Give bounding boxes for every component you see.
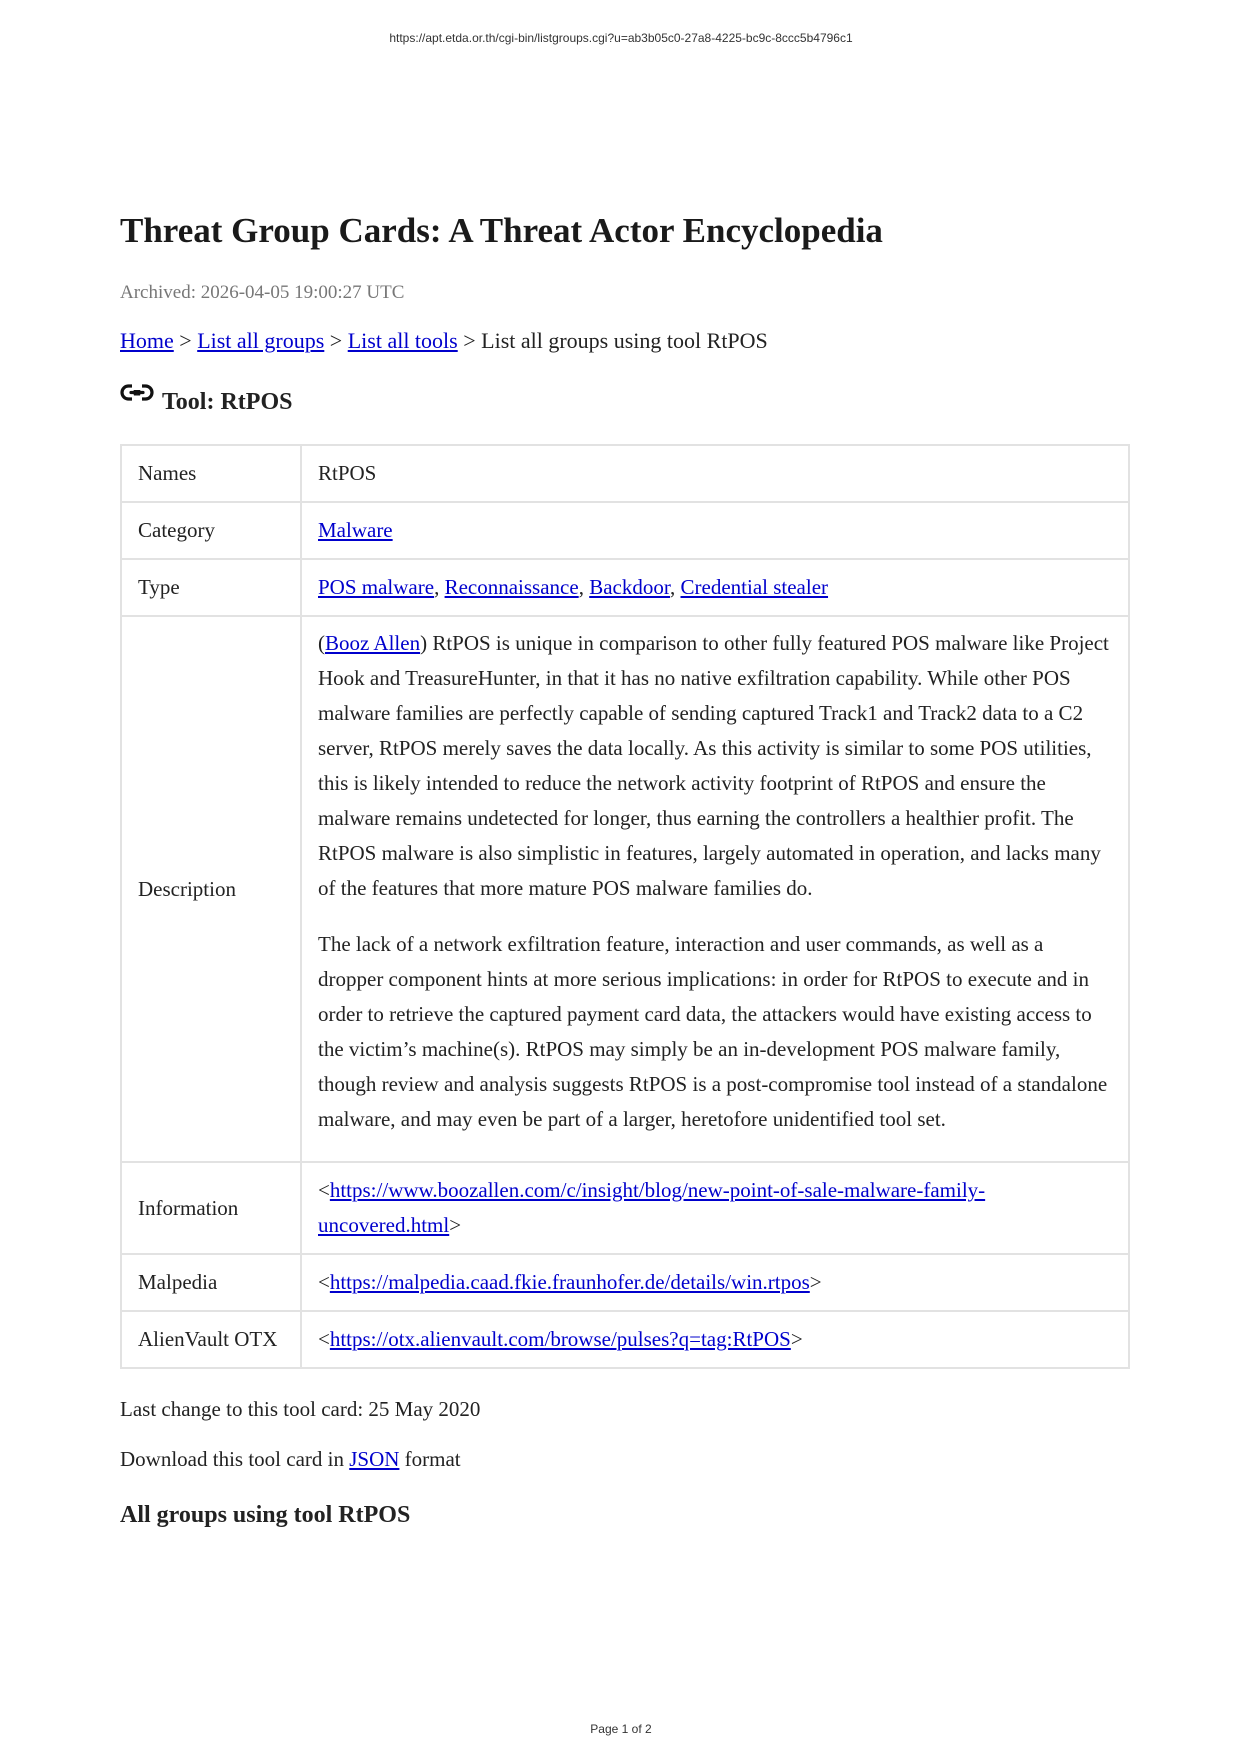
table-row xyxy=(121,1254,1129,1311)
angle-open: < xyxy=(318,1178,330,1202)
names-label: Names xyxy=(121,445,301,502)
archived-timestamp: Archived: 2026-04-05 19:00:27 UTC xyxy=(120,282,405,303)
alienvault-label: AlienVault OTX xyxy=(121,1311,301,1368)
table-row xyxy=(121,559,1129,616)
type-separator: , xyxy=(578,575,584,599)
table-row xyxy=(121,502,1129,559)
breadcrumb-home-link[interactable]: Home xyxy=(120,328,174,353)
malpedia-value xyxy=(301,1254,1129,1311)
json-download-link[interactable]: JSON xyxy=(349,1447,400,1471)
groups-heading: All groups using tool RtPOS xyxy=(120,1502,411,1528)
page-number: Page 1 of 2 xyxy=(590,1722,652,1736)
type-separator: , xyxy=(670,575,676,599)
angle-close: > xyxy=(790,1327,803,1351)
print-url-header: https://apt.etda.or.th/cgi-bin/listgroups.cgi?u=ab3b05c0-27a8-4225-bc9c-8ccc5b4796c1 xyxy=(389,31,853,45)
source-link-booz-allen[interactable]: Booz Allen xyxy=(325,631,421,655)
breadcrumb-separator: > xyxy=(329,328,343,353)
table-row xyxy=(121,445,1129,502)
category-value xyxy=(301,502,1129,559)
breadcrumb-current: List all groups using tool RtPOS xyxy=(481,328,768,353)
angle-close: > xyxy=(449,1213,462,1237)
description-paragraph xyxy=(318,626,1112,906)
download-line xyxy=(120,1447,1130,1472)
main-content xyxy=(120,210,1130,1529)
description-label: Description xyxy=(121,616,301,1162)
type-value xyxy=(301,559,1129,616)
category-label: Category xyxy=(121,502,301,559)
table-row xyxy=(121,616,1129,1162)
last-change-text: Last change to this tool card: 25 May 2020 xyxy=(120,1397,481,1421)
description-value xyxy=(301,616,1129,1162)
description-paragraph: The lack of a network exfiltration feature, interaction and user commands, as well as a dropper component hints at more serious implications: in order for RtPOS to execute and in order to retrieve the captured payment card data, the attackers would have existing access to the victim’s machine(s). RtPOS may simply be an in-development POS malware family, though review and analysis suggests RtPOS is a post-compromise tool instead of a standalone malware, and may even be part of a larger, heretofore unidentified tool set. xyxy=(318,932,1108,1131)
tool-card-table xyxy=(120,444,1130,1369)
category-link[interactable]: Malware xyxy=(318,518,393,542)
names-value: RtPOS xyxy=(301,445,1129,502)
angle-open: < xyxy=(318,1270,330,1294)
malpedia-link[interactable]: https://malpedia.caad.fkie.fraunhofer.de/details/win.rtpos xyxy=(329,1270,810,1294)
breadcrumb-groups-link[interactable]: List all groups xyxy=(197,328,325,353)
paren: ( xyxy=(318,631,325,655)
alienvault-value xyxy=(301,1311,1129,1368)
breadcrumb-tools-link[interactable]: List all tools xyxy=(347,328,458,353)
page-title: Threat Group Cards: A Threat Actor Encyclopedia xyxy=(120,211,883,250)
information-value xyxy=(301,1162,1129,1254)
type-label: Type xyxy=(121,559,301,616)
type-link-pos-malware[interactable]: POS malware xyxy=(318,575,435,599)
tool-heading xyxy=(120,382,1130,414)
table-row xyxy=(121,1162,1129,1254)
download-suffix: format xyxy=(404,1447,461,1471)
type-separator: , xyxy=(434,575,440,599)
information-link[interactable]: https://www.boozallen.com/c/insight/blog/new-point-of-sale-malware-family-uncovered.html xyxy=(318,1178,986,1237)
link-icon xyxy=(120,382,154,404)
malpedia-label: Malpedia xyxy=(121,1254,301,1311)
type-link-reconnaissance[interactable]: Reconnaissance xyxy=(444,575,579,599)
breadcrumb-separator: > xyxy=(463,328,476,353)
type-link-backdoor[interactable]: Backdoor xyxy=(589,575,671,599)
alienvault-link[interactable]: https://otx.alienvault.com/browse/pulses?q=tag:RtPOS xyxy=(329,1327,791,1351)
table-row xyxy=(121,1311,1129,1368)
angle-open: < xyxy=(318,1327,330,1351)
angle-close: > xyxy=(809,1270,822,1294)
download-prefix: Download this tool card in xyxy=(120,1447,344,1471)
description-text: ) RtPOS is unique in comparison to other fully featured POS malware like Project Hook and TreasureHunter, in that it has no native exfiltration capability. While other POS malware families are perfectly capable of sending captured Track1 and Track2 data to a C2 server, RtPOS merely saves the data locally. As this activity is similar to some POS utilities, this is likely intended to reduce the network activity footprint of RtPOS and ensure the malware remains undetected for longer, thus earning the controllers a healthier profit. The RtPOS malware is also simplistic in features, largely automated in operation, and lacks many of the features that more mature POS malware families do. xyxy=(318,631,1109,900)
information-label: Information xyxy=(121,1162,301,1254)
tool-title: Tool: RtPOS xyxy=(162,389,293,415)
breadcrumb-separator: > xyxy=(179,328,192,353)
type-link-credential-stealer[interactable]: Credential stealer xyxy=(680,575,829,599)
breadcrumb xyxy=(120,328,1130,354)
